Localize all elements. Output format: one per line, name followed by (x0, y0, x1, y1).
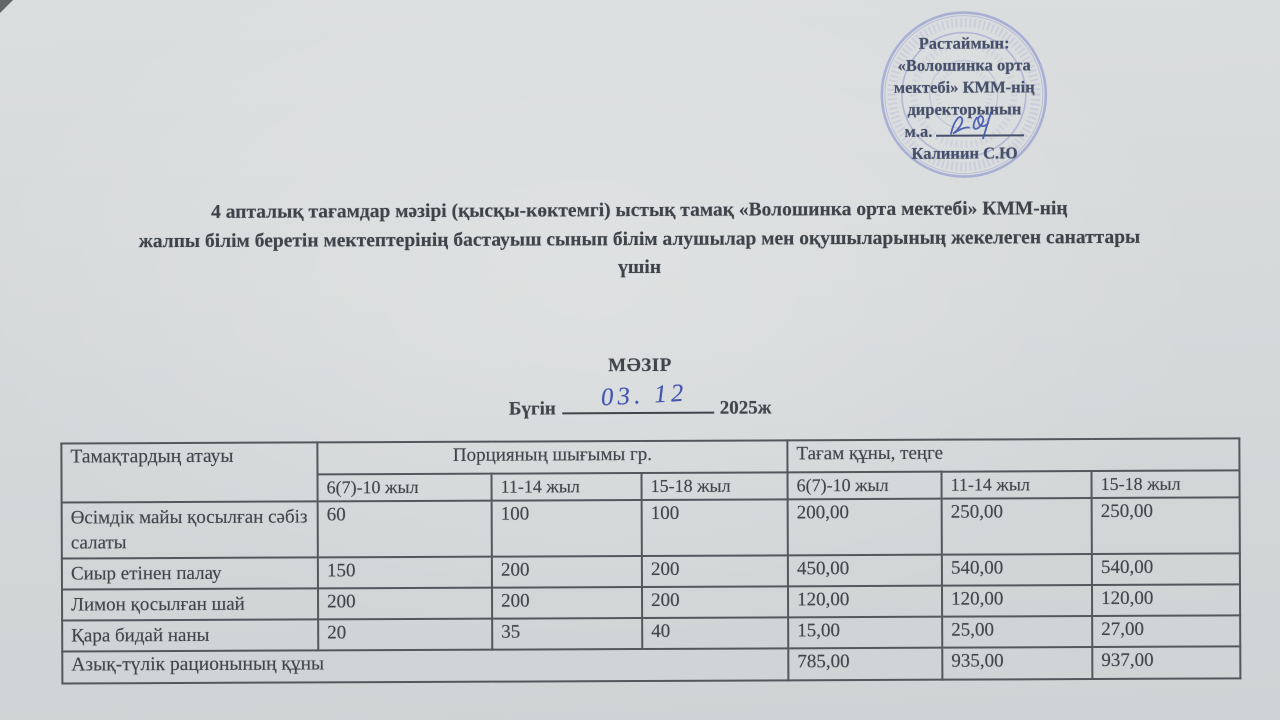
portion-cell: 40 (642, 617, 788, 649)
price-cell: 540,00 (942, 554, 1092, 586)
table-row (62, 497, 1240, 558)
portion-cell: 200 (492, 587, 642, 619)
age-column-header: 15-18 жыл (1092, 470, 1240, 498)
age-column-header: 15-18 жыл (641, 472, 787, 500)
dish-name-cell: Сиыр етінен палау (62, 557, 318, 589)
menu-heading: МӘЗІР (608, 354, 672, 377)
menu-table (60, 437, 1241, 684)
price-cell: 200,00 (788, 499, 942, 556)
column-group-portion: Порцияның шығымы гр. (317, 440, 787, 474)
price-cell: 27,00 (1092, 615, 1240, 647)
price-cell: 540,00 (1092, 553, 1240, 585)
portion-cell: 100 (492, 500, 642, 557)
title-line: үшін (618, 256, 662, 279)
price-cell: 120,00 (1092, 584, 1240, 616)
portion-cell: 150 (318, 557, 492, 589)
portion-cell: 200 (642, 586, 788, 618)
approval-line: «Волошинка орта (897, 55, 1031, 75)
approval-line: директорынын (907, 99, 1022, 119)
date-prefix: Бүгін (508, 398, 556, 420)
portion-cell: 20 (318, 619, 492, 651)
column-group-price: Тағам құны, теңге (787, 438, 1239, 472)
date-blank (562, 379, 714, 415)
portion-cell: 100 (642, 499, 788, 556)
acting-label: м.а. (904, 121, 933, 141)
signature-icon (947, 108, 999, 142)
portion-cell: 200 (642, 555, 788, 587)
price-cell: 25,00 (942, 616, 1092, 648)
total-value-cell: 785,00 (788, 648, 942, 681)
age-column-header: 11-14 жыл (942, 471, 1092, 499)
approval-line: Растаймын: (918, 33, 1010, 53)
age-column-header: 6(7)-10 жыл (317, 474, 491, 502)
price-cell: 120,00 (942, 585, 1092, 617)
approval-block (847, 32, 1083, 165)
table-row (62, 615, 1240, 651)
dish-name-cell: Өсімдік майы қосылған сәбіз салаты (62, 501, 318, 558)
handwritten-date: 03. 12 (599, 379, 688, 412)
total-label-cell: Азық-түлік рационының құны (62, 648, 788, 683)
portion-cell: 60 (318, 501, 492, 558)
price-cell: 15,00 (788, 617, 942, 649)
age-column-header: 6(7)-10 жыл (788, 472, 942, 500)
portion-cell: 200 (492, 556, 642, 588)
price-cell: 120,00 (788, 586, 942, 618)
total-value-cell: 935,00 (942, 647, 1092, 680)
date-suffix: 2025ж (719, 397, 772, 419)
portion-cell: 200 (318, 588, 492, 620)
column-header-dish-name: Тамақтардың атауы (61, 442, 317, 502)
approval-line: мектебі» КММ-нің (893, 77, 1035, 97)
price-cell: 250,00 (1092, 497, 1240, 554)
acting-director-line (905, 120, 1025, 143)
dish-name-cell: Лимон қосылған шай (62, 588, 318, 620)
price-cell: 450,00 (788, 555, 942, 587)
document-title (39, 194, 1239, 285)
total-value-cell: 937,00 (1092, 646, 1240, 679)
title-line: жалпы білім беретін мектептерінің бастауыш сынып білім алушылар мен оқушыларының жекелеген санаттары (138, 226, 1141, 252)
age-column-header: 11-14 жыл (491, 473, 641, 501)
date-line (0, 379, 1280, 423)
dish-name-cell: Қара бидай наны (62, 619, 318, 651)
portion-cell: 35 (492, 618, 642, 650)
total-row (62, 646, 1240, 683)
table-row (62, 584, 1240, 620)
title-line: 4 апталық тағамдар мәзірі (қысқы-көктемгі) ыстық тамақ «Волошинка орта мектебі» КММ-нің (211, 198, 1068, 223)
signatory-name: Калинин С.Ю (911, 143, 1018, 163)
price-cell: 250,00 (942, 498, 1092, 555)
table-row (62, 553, 1240, 589)
